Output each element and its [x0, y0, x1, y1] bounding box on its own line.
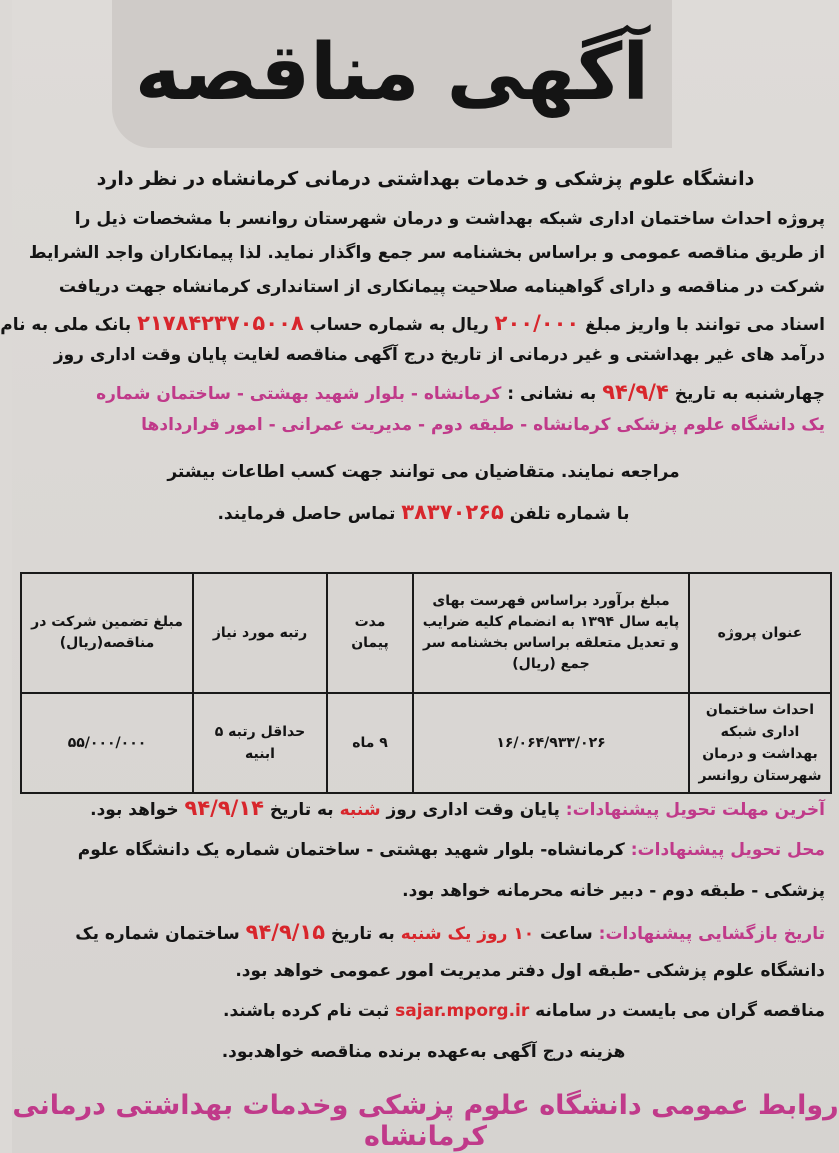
page-title: آگهی مناقصه	[134, 28, 650, 118]
cost-note: هزینه درج آگهی به‌عهده برنده مناقصه خواهدبود.	[221, 1042, 626, 1062]
intro-line-2: از طریق مناقصه عمومی و براساس بخشنامه سر جمع واگذار نماید. لذا پیمانکاران واجد الشرایط	[28, 243, 825, 263]
deadline-day: شنبه	[339, 800, 381, 820]
header-estimate: مبلغ برآورد براساس فهرست بهای پایه سال ۱۳۹۴ به انضمام کلیه ضرایب و تعدیل متعلقه براساس بخشنامه سر جمع (ریال)	[413, 573, 689, 693]
intro-line-9-pre: با شماره تلفن	[509, 504, 630, 524]
cell-guarantee: ۵۵/۰۰۰/۰۰۰	[21, 693, 193, 793]
header-project-title: عنوان پروژه	[689, 573, 831, 693]
place-text-2: پزشکی - طبقه دوم - دبیر خانه محرمانه خواهد بود.	[402, 881, 825, 901]
place-label: محل تحویل پیشنهادات:	[630, 840, 825, 860]
cell-project: احداث ساختمان اداری شبکه بهداشت و درمان شهرستان روانسر	[689, 693, 831, 793]
intro-line-9	[22, 500, 825, 524]
account-number: ۲۱۷۸۴۲۳۷۰۵۰۰۸	[137, 311, 304, 335]
address-line-2: یک دانشگاه علوم پزشکی کرمانشاه - طبقه دوم - مدیریت عمرانی - امور قراردادها	[141, 415, 825, 435]
register-pre: مناقصه گران می بایست در سامانه	[535, 1001, 825, 1021]
intro-line-6	[22, 380, 825, 404]
opening-time: ۱۰ روز یک شنبه	[400, 924, 535, 944]
bid-deadline-date: ۹۴/۹/۱۴	[184, 796, 264, 820]
address-line-2-row	[22, 415, 825, 435]
fee-amount: ۲۰۰/۰۰۰	[494, 311, 580, 335]
cell-estimate: ۱۶/۰۶۴/۹۳۳/۰۲۶	[413, 693, 689, 793]
opening-date: ۹۴/۹/۱۵	[245, 920, 326, 944]
opening-text-2: دانشگاه علوم پزشکی -طبقه اول دفتر مدیریت امور عمومی خواهد بود.	[235, 961, 825, 981]
intro-line-4-pre: اسناد می توانند با واریز مبلغ	[585, 315, 825, 335]
cell-duration: ۹ ماه	[327, 693, 413, 793]
tender-table	[20, 572, 832, 794]
intro-line-1: پروژه احداث ساختمان اداری شبکه بهداشت و درمان شهرستان روانسر با مشخصات ذیل را	[74, 209, 825, 229]
address-line-1: کرمانشاه - بلوار شهید بهشتی - ساختمان شماره	[96, 384, 502, 404]
table-header-row	[21, 573, 831, 693]
intro-line-6-pre: چهارشنبه به تاریخ	[674, 384, 825, 404]
cell-rank: حداقل رتبه ۵ ابنیه	[193, 693, 327, 793]
header-rank: رتبه مورد نیاز	[193, 573, 327, 693]
intro-line-4-post: بانک ملی به نام	[0, 315, 132, 335]
deadline-pre: پایان وقت اداری روز	[386, 800, 560, 820]
header-duration: مدت پیمان	[327, 573, 413, 693]
document-deadline-date: ۹۴/۹/۴	[602, 380, 669, 404]
intro-line-5: درآمد های غیر بهداشتی و غیر درمانی از تاریخ درج آگهی مناقصه لغایت پایان وقت اداری روز	[53, 345, 825, 365]
intro-line-4-mid: ریال به شماره حساب	[309, 315, 489, 335]
register-line	[22, 1001, 825, 1021]
table-row	[21, 693, 831, 793]
opening-label: تاریخ بازگشایی پیشنهادات:	[598, 924, 825, 944]
deadline-line	[22, 796, 825, 820]
deadline-post: خواهد بود.	[90, 800, 179, 820]
place-text-1: کرمانشاه- بلوار شهید بهشتی - ساختمان شماره یک دانشگاه علوم	[77, 840, 625, 860]
intro-line-9-post: تماس حاصل فرمایند.	[217, 504, 396, 524]
deadline-mid: به تاریخ	[269, 800, 334, 820]
opening-line-1	[22, 920, 825, 944]
opening-mid: به تاریخ	[331, 924, 395, 944]
header-guarantee: مبلغ تضمین شرکت در مناقصه(ریال)	[21, 573, 193, 693]
opening-pre: ساعت	[540, 924, 593, 944]
intro-line-3: شرکت در مناقصه و دارای گواهینامه صلاحیت پیمانکاری از استانداری کرمانشاه جهت دریافت	[58, 277, 825, 297]
intro-line-4	[0, 311, 825, 335]
intro-headline: دانشگاه علوم پزشکی و خدمات بهداشتی درمانی کرمانشاه در نظر دارد	[96, 168, 755, 190]
public-relations-signature: روابط عمومی دانشگاه علوم پزشکی وخدمات بهداشتی درمانی کرمانشاه	[12, 1090, 839, 1152]
opening-post: ساختمان شماره یک	[75, 924, 240, 944]
intro-line-6-mid: به نشانی :	[507, 384, 597, 404]
contact-phone: ۳۸۳۷۰۲۶۵	[401, 500, 504, 524]
place-line-1	[22, 840, 825, 860]
register-post: ثبت نام کرده باشند.	[223, 1001, 390, 1021]
deadline-label: آخرین مهلت تحویل پیشنهادات:	[565, 800, 825, 820]
intro-line-8: مراجعه نمایند. متقاضیان می توانند جهت کسب اطاعات بیشتر	[167, 462, 680, 482]
registration-site: sajar.mporg.ir	[395, 1001, 530, 1021]
